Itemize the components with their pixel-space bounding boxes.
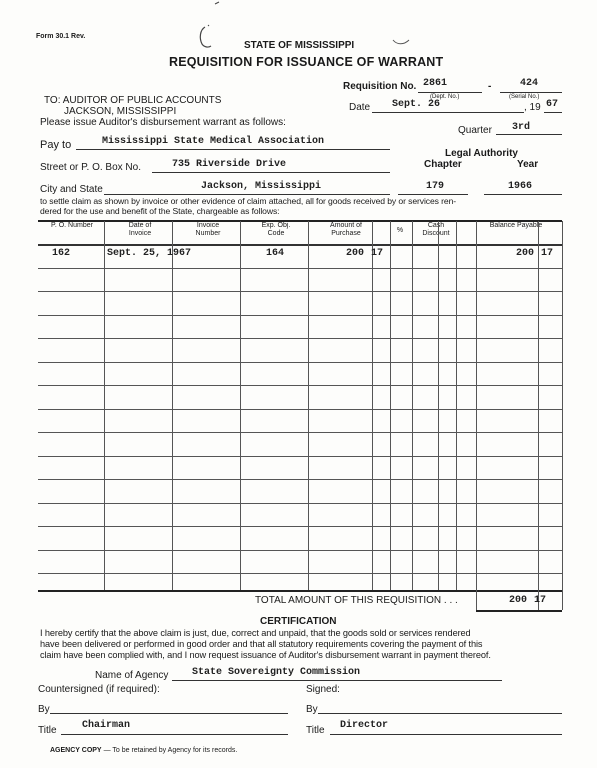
table-header-rule: [38, 244, 562, 246]
left-by-label: By: [38, 704, 50, 715]
ledger-row-rule: [38, 432, 562, 433]
ledger-row-rule: [38, 573, 562, 574]
legal-authority-label: Legal Authority: [445, 148, 518, 159]
row1-balance-cents: 17: [541, 248, 554, 259]
row1-exp-obj-code: 164: [266, 248, 285, 259]
ledger-column-rule: [372, 221, 373, 590]
header-po-number: P. O. Number: [51, 222, 93, 229]
certification-line-3: claim have been complied with, and I now request issuance of Auditor's disbursement warrant in payment thereof.: [40, 650, 491, 660]
date-label: Date: [349, 102, 371, 113]
right-by-underline: [318, 713, 562, 714]
instruction-text: Please issue Auditor's disbursement warrant as follows:: [40, 117, 286, 128]
ledger-column-rule: [240, 221, 241, 590]
total-label: TOTAL AMOUNT OF THIS REQUISITION . . .: [255, 595, 458, 606]
certification-heading: CERTIFICATION: [260, 616, 337, 627]
requisition-dash: -: [488, 81, 492, 92]
city-state-value: Jackson, Mississippi: [201, 181, 322, 192]
agency-name-value: State Sovereignty Commission: [192, 667, 361, 678]
ledger-row-rule: [38, 268, 562, 269]
ledger-column-rule: [456, 221, 457, 590]
row1-amount-dollars: 200: [346, 248, 365, 259]
date-year-value: 67: [546, 99, 559, 110]
header-date-of-invoice: Date of Invoice: [128, 222, 152, 237]
row1-balance-dollars: 200: [516, 248, 535, 259]
quarter-label: Quarter: [458, 125, 492, 136]
header-exp-obj-code: Exp. Obj. Code: [261, 222, 291, 237]
left-title-underline: [61, 734, 288, 735]
requisition-serial-no: 424: [520, 78, 539, 89]
total-box-left: [476, 590, 477, 610]
ledger-row-rule: [38, 526, 562, 527]
header-percent: %: [396, 227, 404, 234]
row1-date-of-invoice: Sept. 25, 1967: [107, 248, 192, 259]
right-title-label: Title: [306, 725, 325, 736]
date-value: Sept. 26: [392, 99, 441, 110]
ledger-row-rule: [38, 503, 562, 504]
ledger-column-rule: [172, 221, 173, 590]
requisition-label: Requisition No.: [343, 81, 417, 92]
addressee-line-2: JACKSON, MISSISSIPPI: [64, 106, 177, 117]
date-year-prefix: , 19: [524, 102, 541, 113]
header-invoice-number: Invoice Number: [195, 222, 221, 237]
row1-amount-cents: 17: [371, 248, 384, 259]
street-label: Street or P. O. Box No.: [40, 162, 141, 173]
right-title-underline: [330, 734, 562, 735]
header-cash-discount: Cash Discount: [422, 222, 450, 237]
header-balance-payable: Balance Payable: [489, 222, 543, 229]
left-by-underline: [50, 713, 288, 714]
left-title-label: Title: [38, 725, 57, 736]
form-title: REQUISITION FOR ISSUANCE OF WARRANT: [169, 55, 444, 69]
serial-no-caption: (Serial No.): [509, 94, 540, 100]
ledger-row-rule: [38, 362, 562, 363]
requisition-dept-no: 2861: [423, 78, 448, 89]
ledger-row-rule: [38, 409, 562, 410]
ledger-column-rule: [438, 221, 439, 590]
right-title-value: Director: [340, 720, 389, 731]
table-top-border: [38, 220, 562, 222]
countersigned-label: Countersigned (if required):: [38, 684, 160, 695]
agency-name-label: Name of Agency: [95, 670, 169, 681]
ledger-column-rule: [390, 221, 391, 590]
left-title-value: Chairman: [82, 720, 131, 731]
header-amount-of-purchase: Amount of Purchase: [330, 222, 362, 237]
settle-text-line-2: dered for the use and benefit of the State, chargeable as follows:: [40, 206, 280, 216]
ledger-column-rule: [104, 221, 105, 590]
signed-label: Signed:: [306, 684, 340, 695]
row1-po-number: 162: [52, 248, 71, 259]
city-state-label: City and State: [40, 184, 103, 195]
settle-text-line-1: to settle claim as shown by invoice or other evidence of claim attached, all for goods received by or services ren-: [40, 196, 457, 206]
certification-line-2: have been delivered or performed in good order and that all statutory requirements covering the payment of this: [40, 639, 483, 649]
street-value: 735 Riverside Drive: [172, 159, 287, 170]
ledger-column-rule: [476, 221, 477, 590]
addressee-line-1: TO: AUDITOR OF PUBLIC ACCOUNTS: [44, 95, 222, 106]
table-right-border: [562, 221, 563, 590]
total-box-right: [562, 590, 563, 610]
dept-no-caption: (Dept. No.): [430, 94, 460, 100]
quarter-value: 3rd: [512, 122, 531, 133]
total-dollars: 200: [509, 595, 528, 606]
ledger-row-rule: [38, 550, 562, 551]
pay-to-label: Pay to: [40, 139, 72, 151]
table-body-bottom-rule: [38, 590, 562, 592]
ledger-row-rule: [38, 315, 562, 316]
ledger-row-rule: [38, 338, 562, 339]
total-cents: 17: [534, 595, 547, 606]
pay-to-value: Mississippi State Medical Association: [102, 136, 325, 147]
ledger-row-rule: [38, 479, 562, 480]
ledger-row-rule: [38, 456, 562, 457]
agency-name-underline: [172, 680, 502, 681]
agency-copy-label: AGENCY COPY: [50, 747, 102, 754]
legal-year-value: 1966: [508, 181, 533, 192]
total-box-bottom: [476, 610, 562, 612]
chapter-label: Chapter: [424, 159, 462, 170]
footer-retention-note: To be retained by Agency for its records.: [112, 747, 238, 754]
ledger-column-rule: [412, 221, 413, 590]
footer-dash: —: [103, 747, 111, 754]
ledger-column-rule: [308, 221, 309, 590]
ledger-row-rule: [38, 385, 562, 386]
form-number: Form 30.1 Rev.: [36, 33, 86, 40]
certification-line-1: I hereby certify that the above claim is just, due, correct and unpaid, that the goods sold or services rendered: [40, 628, 471, 638]
chapter-value: 179: [426, 181, 445, 192]
ledger-column-rule: [538, 221, 539, 590]
footer-note: [50, 747, 237, 754]
legal-year-label: Year: [517, 159, 539, 170]
state-heading: STATE OF MISSISSIPPI: [244, 40, 355, 51]
ledger-row-rule: [38, 291, 562, 292]
right-by-label: By: [306, 704, 318, 715]
